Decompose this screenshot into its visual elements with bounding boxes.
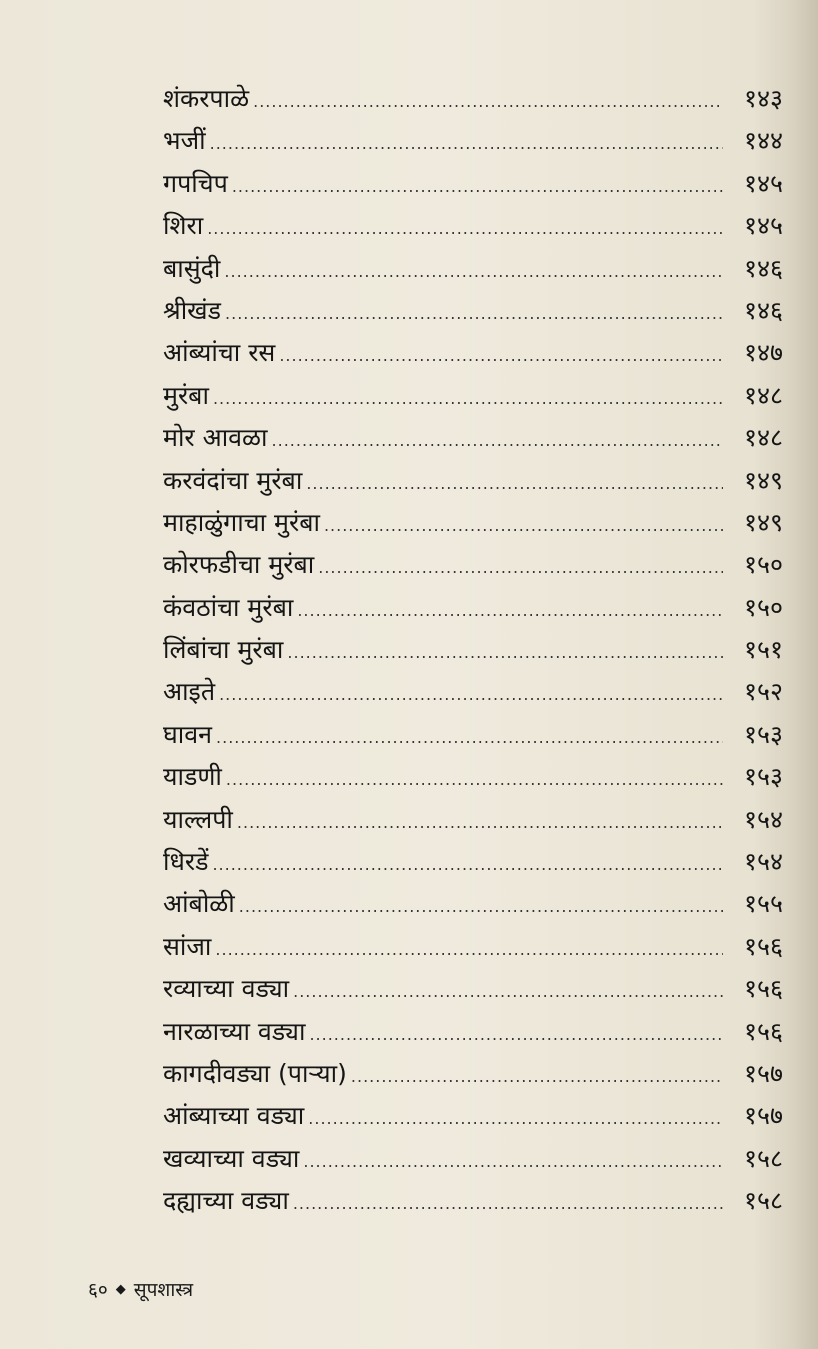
dot-leader <box>216 717 723 759</box>
toc-entry-title: नारळाच्या वड्या <box>163 1016 306 1046</box>
toc-entry-page-number: १४४ <box>743 126 783 156</box>
toc-entry-page-number: १५४ <box>743 847 783 877</box>
toc-entry <box>163 926 783 968</box>
dot-leader <box>309 1014 723 1056</box>
toc-entry <box>163 502 783 544</box>
dot-leader <box>287 632 723 674</box>
toc-entry-title: मोर आवळा <box>163 423 268 453</box>
dot-leader <box>253 81 723 123</box>
footer-page-number: ६० <box>88 1279 108 1301</box>
toc-entry-title: आंब्याच्या वड्या <box>163 1101 305 1131</box>
page-footer <box>88 1276 193 1302</box>
toc-entry <box>163 120 783 162</box>
toc-entry-page-number: १४९ <box>743 465 783 495</box>
toc-entry <box>163 968 783 1010</box>
toc-entry-title: लिंबांचा मुरंबा <box>163 635 284 665</box>
toc-entry <box>163 714 783 756</box>
toc-entry <box>163 290 783 332</box>
toc-entry-title: कोरफडीचा मुरंबा <box>163 550 315 580</box>
dot-leader <box>272 420 723 462</box>
dot-leader <box>279 335 723 377</box>
dot-leader <box>226 759 723 801</box>
dot-leader <box>293 1183 723 1225</box>
toc-entry-title: शिरा <box>163 211 204 241</box>
dot-leader <box>215 929 723 971</box>
toc-entry <box>163 375 783 417</box>
dot-leader <box>351 1056 723 1098</box>
toc-entry-page-number: १५३ <box>743 719 783 749</box>
toc-entry-page-number: १४९ <box>743 507 783 537</box>
dot-leader <box>237 802 723 844</box>
dot-leader <box>324 505 723 547</box>
toc-entry-page-number: १४८ <box>743 423 783 453</box>
toc-entry-title: श्रीखंड <box>163 295 222 325</box>
toc-entry-title: कागदीवड्या (पाऱ्या) <box>163 1058 347 1088</box>
toc-entry <box>163 205 783 247</box>
toc-entry-page-number: १५६ <box>743 974 783 1004</box>
toc-entry-page-number: १५१ <box>743 635 783 665</box>
toc-entry-page-number: १५७ <box>743 1058 783 1088</box>
toc-entry-title: दह्याच्या वड्या <box>163 1186 289 1216</box>
dot-leader <box>318 547 723 589</box>
dot-leader <box>219 674 723 716</box>
toc-entry <box>163 883 783 925</box>
toc-entry-title: याडणी <box>163 762 222 792</box>
toc-entry <box>163 629 783 671</box>
dot-leader <box>303 1141 723 1183</box>
toc-entry-title: आंबोळी <box>163 889 235 919</box>
footer-book-title: सूपशास्त्र <box>133 1279 194 1301</box>
toc-entry-page-number: १४६ <box>743 295 783 325</box>
toc-entry <box>163 1053 783 1095</box>
toc-entry <box>163 1180 783 1222</box>
toc-entry-page-number: १५७ <box>743 1101 783 1131</box>
toc-entry-page-number: १५६ <box>743 931 783 961</box>
dot-leader <box>213 378 723 420</box>
dot-leader <box>297 590 723 632</box>
toc-entry-page-number: १५२ <box>743 677 783 707</box>
toc-entry <box>163 1138 783 1180</box>
toc-entry-title: रव्याच्या वड्या <box>163 974 290 1004</box>
dot-leader <box>306 463 723 505</box>
toc-entry-page-number: १५८ <box>743 1143 783 1173</box>
toc-entry-page-number: १५५ <box>743 889 783 919</box>
toc-entry-title: आंब्यांचा रस <box>163 338 276 368</box>
toc-entry <box>163 1011 783 1053</box>
dot-leader <box>212 844 723 886</box>
toc-entry-page-number: १४६ <box>743 253 783 283</box>
toc-entry-title: आइते <box>163 677 216 707</box>
toc-entry <box>163 1095 783 1137</box>
toc-entry-title: कंवठांचा मुरंबा <box>163 592 294 622</box>
toc-entry-page-number: १५० <box>743 550 783 580</box>
toc-entry-title: करवंदांचा मुरंबा <box>163 465 303 495</box>
toc-entry-title: धिरडें <box>163 847 209 877</box>
toc-entry-page-number: १५६ <box>743 1016 783 1046</box>
dot-leader <box>308 1098 723 1140</box>
dot-leader <box>225 293 723 335</box>
table-of-contents <box>163 78 783 1223</box>
toc-entry-page-number: १४५ <box>743 168 783 198</box>
dot-leader <box>239 886 723 928</box>
toc-entry <box>163 78 783 120</box>
toc-entry <box>163 163 783 205</box>
toc-entry <box>163 248 783 290</box>
toc-entry-title: गपचिप <box>163 168 228 198</box>
toc-entry-page-number: १५४ <box>743 804 783 834</box>
toc-entry-title: बासुंदी <box>163 253 221 283</box>
toc-entry-page-number: १४५ <box>743 211 783 241</box>
toc-entry-title: याल्लपी <box>163 804 233 834</box>
toc-entry <box>163 544 783 586</box>
diamond-icon: ◆ <box>115 1281 126 1297</box>
toc-entry-title: भजीं <box>163 126 206 156</box>
toc-entry-page-number: १४८ <box>743 380 783 410</box>
toc-entry-page-number: १४७ <box>743 338 783 368</box>
toc-entry-page-number: १५३ <box>743 762 783 792</box>
toc-entry <box>163 417 783 459</box>
toc-entry <box>163 799 783 841</box>
toc-entry <box>163 460 783 502</box>
toc-entry-page-number: १५० <box>743 592 783 622</box>
toc-entry <box>163 841 783 883</box>
dot-leader <box>293 971 723 1013</box>
toc-entry <box>163 756 783 798</box>
toc-entry-title: माहाळुंगाचा मुरंबा <box>163 507 320 537</box>
toc-entry-page-number: १५८ <box>743 1186 783 1216</box>
toc-entry-title: घावन <box>163 719 213 749</box>
dot-leader <box>232 166 723 208</box>
dot-leader <box>224 251 723 293</box>
toc-entry <box>163 332 783 374</box>
dot-leader <box>207 208 723 250</box>
toc-entry <box>163 587 783 629</box>
toc-entry-title: सांजा <box>163 931 212 961</box>
toc-entry-title: खव्याच्या वड्या <box>163 1143 300 1173</box>
toc-entry-page-number: १४३ <box>743 84 783 113</box>
toc-entry-title: शंकरपाळे <box>163 84 250 113</box>
dot-leader <box>210 123 723 165</box>
toc-entry-title: मुरंबा <box>163 380 209 410</box>
toc-entry <box>163 671 783 713</box>
